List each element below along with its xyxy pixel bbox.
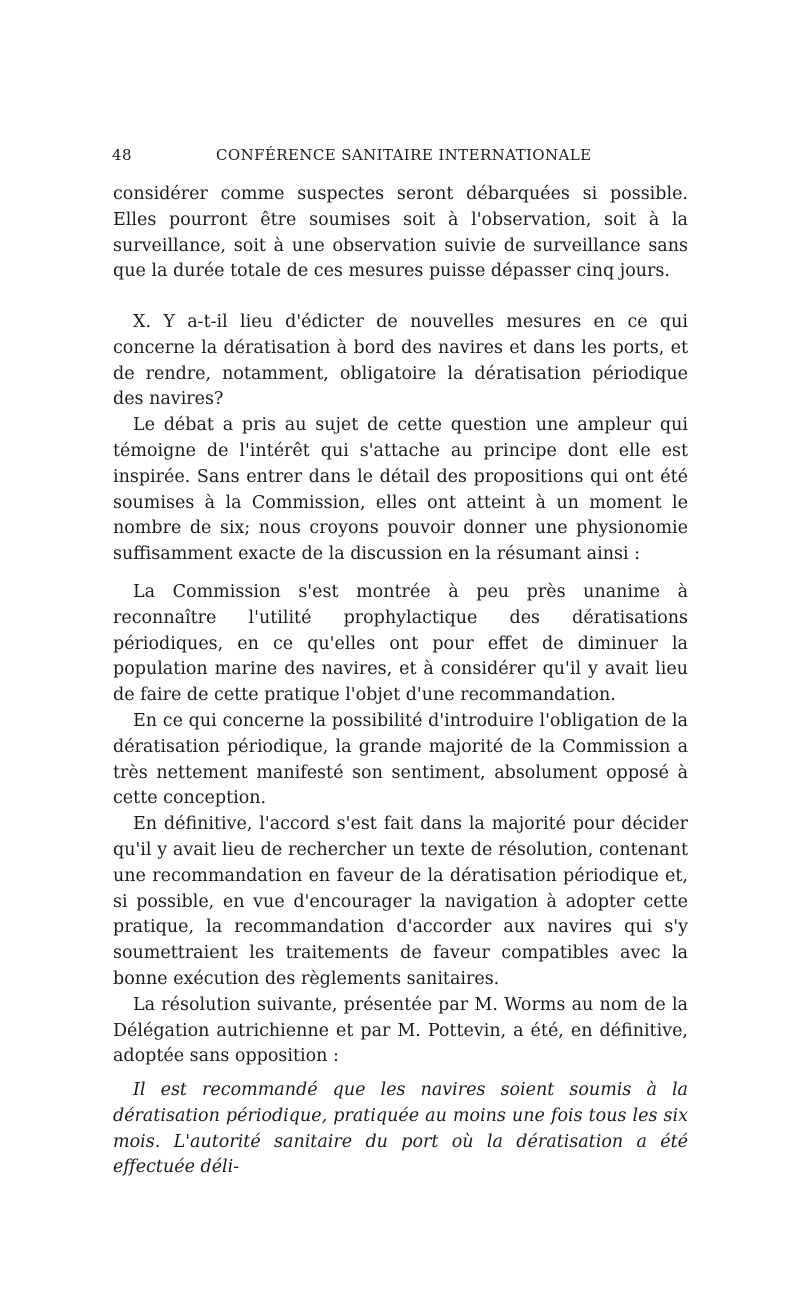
paragraph-agreement: En définitive, l'accord s'est fait dans la majorité pour décider qu'il y avait lieu de rechercher un texte de résolution, contenant une recommandation en faveur de la dératisation périodique et, si possible, en vue d'encourager la navigation à adopter cette pratique, la recommandation d'accorder aux navires qui s'y soumettraient les traitements de faveur compatibles avec la bonne exécution des règlements sanitaires. xyxy=(113,814,688,989)
running-head xyxy=(112,146,592,170)
text-block-opening xyxy=(113,182,688,285)
paragraph-commission-unanimous: La Commission s'est montrée à peu près unanime à reconnaître l'utilité prophylactique des dératisations périodiques, en ce qu'elles ont pour effet de diminuer la population marine des navires, et à considérer qu'il y avait lieu de faire de cette pratique l'objet d'une recommandation. xyxy=(113,582,688,706)
running-title: CONFÉRENCE SANITAIRE INTERNATIONALE xyxy=(216,146,592,164)
page-number: 48 xyxy=(112,146,132,164)
paragraph-continuation: considérer comme suspectes seront débarquées si possible. Elles pourront être soumises soit à l'observation, soit à la surveillance, soit à une observation suivie de surveillance sans que la durée totale de ces mesures puisse dépasser cinq jours. xyxy=(113,184,688,282)
paragraph-resolution-text: Il est recommandé que les navires soient soumis à la dératisation périodique, pratiquée au moins une fois tous les six mois. L'autorité sanitaire du port où la dératisation a été effectuée déli- xyxy=(113,1080,688,1178)
text-block-question xyxy=(113,310,688,568)
paragraph-resolution-intro: La résolution suivante, présentée par M. Worms au nom de la Délégation autrichienne et par M. Pottevin, a été, en définitive, adoptée sans opposition : xyxy=(113,994,688,1067)
paragraph-obligation: En ce qui concerne la possibilité d'introduire l'obligation de la dératisation périodique, la grande majorité de la Commission a très nettement manifesté son sentiment, absolument opposé à cette conception. xyxy=(113,710,688,809)
paragraph-debate: Le débat a pris au sujet de cette question une ampleur qui témoigne de l'intérêt qui s'attache au principe dont elle est inspirée. Sans entrer dans le détail des propositions qui ont été soumises à la Commission, elles ont atteint à un moment le nombre de six; nous croyons pouvoir donner une physionomie suffisamment exacte de la discussion en la résumant ainsi : xyxy=(113,415,688,565)
paragraph-question-x: X. Y a-t-il lieu d'édicter de nouvelles mesures en ce qui concerne la dératisation à bord des navires et dans les ports, et de rendre, notamment, obligatoire la dératisation périodique des navires? xyxy=(113,312,688,410)
text-block-summary xyxy=(113,580,688,1070)
text-block-resolution xyxy=(113,1078,688,1181)
